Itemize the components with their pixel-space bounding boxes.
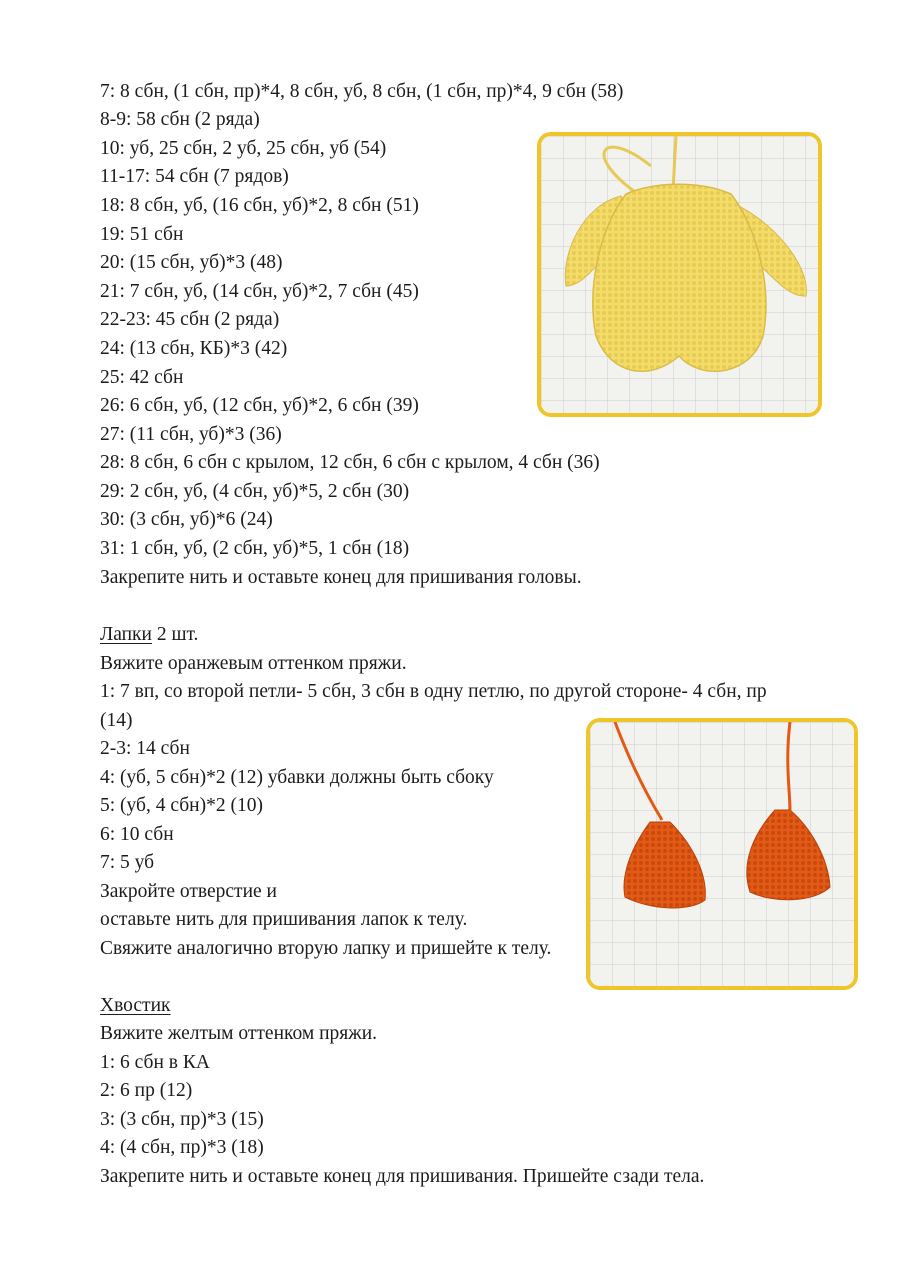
body-row: 25: 42 сбн bbox=[100, 367, 184, 388]
orange-legs-photo bbox=[586, 718, 858, 990]
tail-row: 4: (4 сбн, пр)*3 (18) bbox=[100, 1137, 264, 1158]
body-row: 27: (11 сбн, уб)*3 (36) bbox=[100, 424, 282, 445]
tail-row: 3: (3 сбн, пр)*3 (15) bbox=[100, 1109, 264, 1130]
body-row: 11-17: 54 сбн (7 рядов) bbox=[100, 166, 289, 187]
body-row: 21: 7 сбн, уб, (14 сбн, уб)*2, 7 сбн (45) bbox=[100, 281, 419, 302]
legs-count: 2 шт. bbox=[151, 624, 199, 645]
body-row: 28: 8 сбн, 6 сбн с крылом, 12 сбн, 6 сбн с крылом, 4 сбн (36) bbox=[100, 452, 600, 473]
legs-row: 4: (уб, 5 сбн)*2 (12) убавки должны быть сбоку bbox=[100, 767, 494, 788]
legs-row: 1: 7 вп, со второй петли- 5 сбн, 3 сбн в одну петлю, по другой стороне- 4 сбн, пр bbox=[100, 681, 767, 702]
legs-row: Свяжите аналогично вторую лапку и пришейте к телу. bbox=[100, 938, 552, 959]
body-row: 19: 51 сбн bbox=[100, 224, 184, 245]
tail-row: Закрепите нить и оставьте конец для пришивания. Пришейте сзади тела. bbox=[100, 1166, 705, 1187]
yellow-body-photo bbox=[537, 132, 822, 417]
legs-row: 6: 10 сбн bbox=[100, 824, 174, 845]
body-row: 18: 8 сбн, уб, (16 сбн, уб)*2, 8 сбн (51) bbox=[100, 195, 419, 216]
body-row: 10: уб, 25 сбн, 2 уб, 25 сбн, уб (54) bbox=[100, 138, 387, 159]
body-note: Закрепите нить и оставьте конец для пришивания головы. bbox=[100, 567, 582, 588]
tail-row: Вяжите желтым оттенком пряжи. bbox=[100, 1023, 378, 1044]
body-row: 20: (15 сбн, уб)*3 (48) bbox=[100, 252, 283, 273]
legs-heading bbox=[100, 621, 198, 649]
body-row: 31: 1 сбн, уб, (2 сбн, уб)*5, 1 сбн (18) bbox=[100, 538, 410, 559]
legs-row: 7: 5 уб bbox=[100, 852, 155, 873]
legs-row: 2-3: 14 сбн bbox=[100, 738, 190, 759]
body-row: 22-23: 45 сбн (2 ряда) bbox=[100, 309, 280, 330]
body-row: 24: (13 сбн, КБ)*3 (42) bbox=[100, 338, 288, 359]
tail-row: 1: 6 сбн в КА bbox=[100, 1052, 210, 1073]
legs-row: оставьте нить для пришивания лапок к телу. bbox=[100, 909, 468, 930]
body-row: 26: 6 сбн, уб, (12 сбн, уб)*2, 6 сбн (39) bbox=[100, 395, 419, 416]
legs-title: Лапки bbox=[100, 624, 152, 645]
body-row: 7: 8 сбн, (1 сбн, пр)*4, 8 сбн, уб, 8 сбн, (1 сбн, пр)*4, 9 сбн (58) bbox=[100, 81, 624, 102]
tail-row: 2: 6 пр (12) bbox=[100, 1080, 193, 1101]
body-row: 29: 2 сбн, уб, (4 сбн, уб)*5, 2 сбн (30) bbox=[100, 481, 410, 502]
legs-row: (14) bbox=[100, 710, 133, 731]
tail-title: Хвостик bbox=[100, 995, 171, 1016]
body-row: 8-9: 58 сбн (2 ряда) bbox=[100, 109, 260, 130]
legs-row: Закройте отверстие и bbox=[100, 881, 277, 902]
legs-row: Вяжите оранжевым оттенком пряжи. bbox=[100, 653, 407, 674]
legs-row: 5: (уб, 4 сбн)*2 (10) bbox=[100, 795, 263, 816]
body-row: 30: (3 сбн, уб)*6 (24) bbox=[100, 509, 273, 530]
